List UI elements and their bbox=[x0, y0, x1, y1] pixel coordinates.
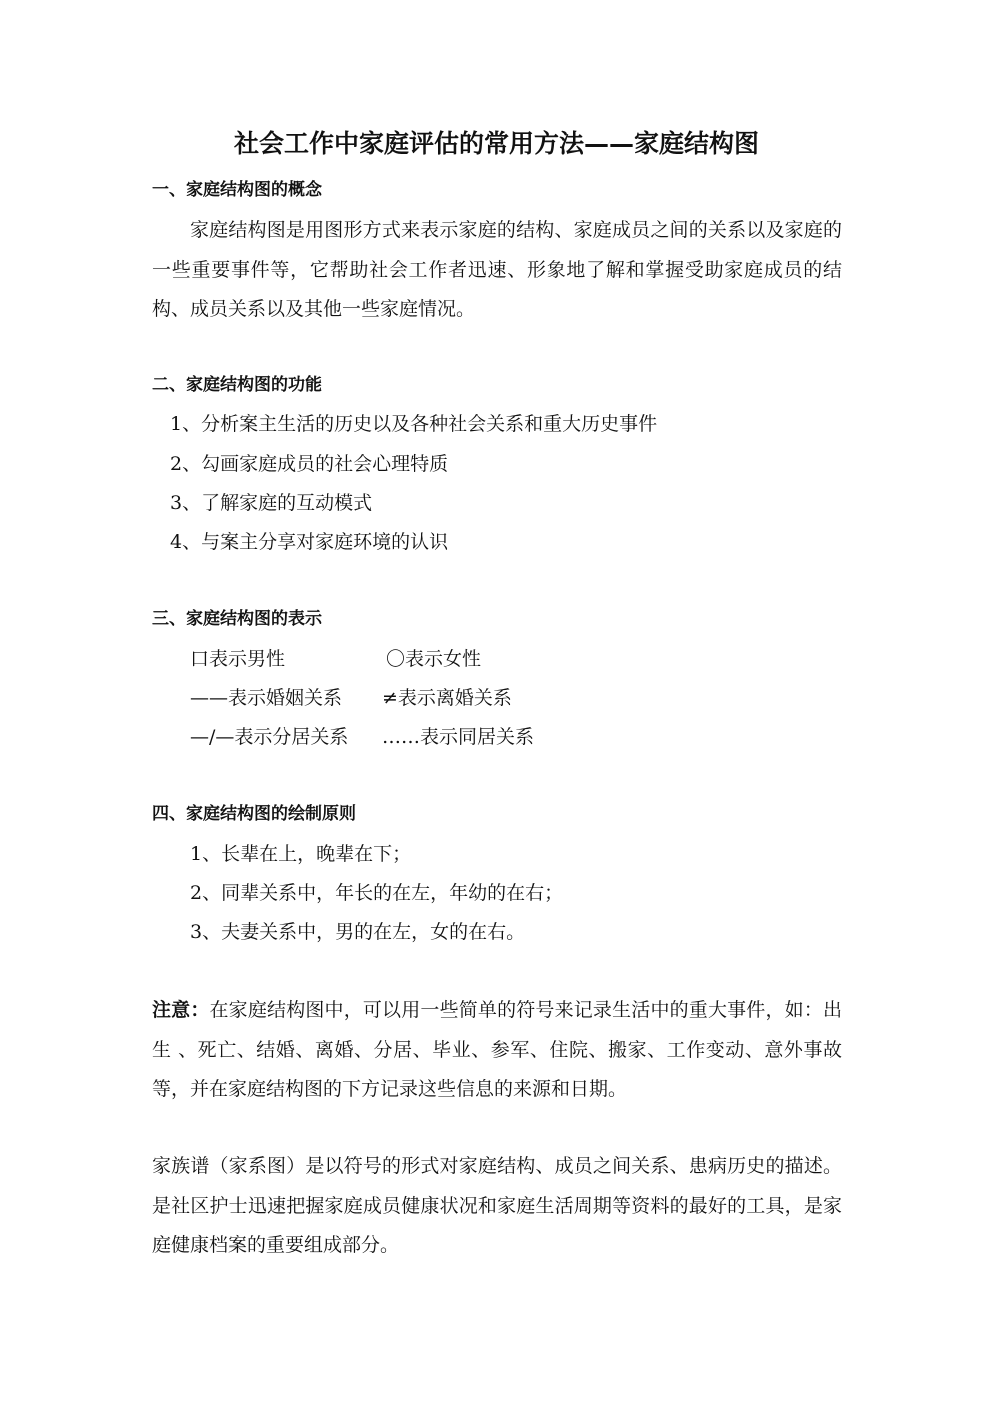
list-item: 3、夫妻关系中，男的在左，女的在右。 bbox=[190, 921, 526, 943]
note-paragraph bbox=[152, 991, 842, 1110]
section-heading-principles: 四、家庭结构图的绘制原则 bbox=[152, 804, 356, 824]
list-item: 1、分析案主生活的历史以及各种社会关系和重大历史事件 bbox=[170, 413, 658, 435]
list-item: 4、与案主分享对家庭环境的认识 bbox=[170, 531, 449, 553]
section-heading-concept: 一、家庭结构图的概念 bbox=[152, 180, 322, 200]
symbol-cohabitation: ……表示同居关系 bbox=[382, 726, 535, 748]
list-item: 2、同辈关系中，年长的在左，年幼的在右； bbox=[190, 882, 564, 904]
section-heading-symbols: 三、家庭结构图的表示 bbox=[152, 609, 322, 629]
symbol-marriage: ——表示婚姻关系 bbox=[190, 687, 343, 709]
symbol-male: 口表示男性 bbox=[190, 648, 286, 670]
paragraph-concept: 家庭结构图是用图形方式来表示家庭的结构、家庭成员之间的关系以及家庭的一些重要事件等，它帮助社会工作者迅速、形象地了解和掌握受助家庭成员的结构、成员关系以及其他一些家庭情况。 bbox=[152, 219, 842, 320]
list-item: 3、了解家庭的互动模式 bbox=[170, 492, 373, 514]
list-item: 2、勾画家庭成员的社会心理特质 bbox=[170, 453, 449, 475]
note-body: 在家庭结构图中，可以用一些简单的符号来记录生活中的重大事件，如：出生 、死亡、结婚、离婚、分居、毕业、参军、住院、搬家、工作变动、意外事故等，并在家庭结构图的下方记录这些信息的来源和日期。 bbox=[152, 999, 842, 1100]
symbol-divorce: ≠表示离婚关系 bbox=[382, 687, 512, 709]
symbol-separation: —/—表示分居关系 bbox=[190, 726, 349, 748]
list-item: 1、长辈在上，晚辈在下； bbox=[190, 843, 412, 865]
paragraph-genogram: 家族谱（家系图）是以符号的形式对家庭结构、成员之间关系、患病历史的描述。是社区护士迅速把握家庭成员健康状况和家庭生活周期等资料的最好的工具，是家庭健康档案的重要组成部分。 bbox=[152, 1155, 842, 1256]
note-label: 注意： bbox=[152, 999, 210, 1021]
section-heading-function: 二、家庭结构图的功能 bbox=[152, 375, 322, 395]
page-title: 社会工作中家庭评估的常用方法——家庭结构图 bbox=[233, 129, 759, 158]
symbol-female: 〇表示女性 bbox=[386, 648, 482, 670]
